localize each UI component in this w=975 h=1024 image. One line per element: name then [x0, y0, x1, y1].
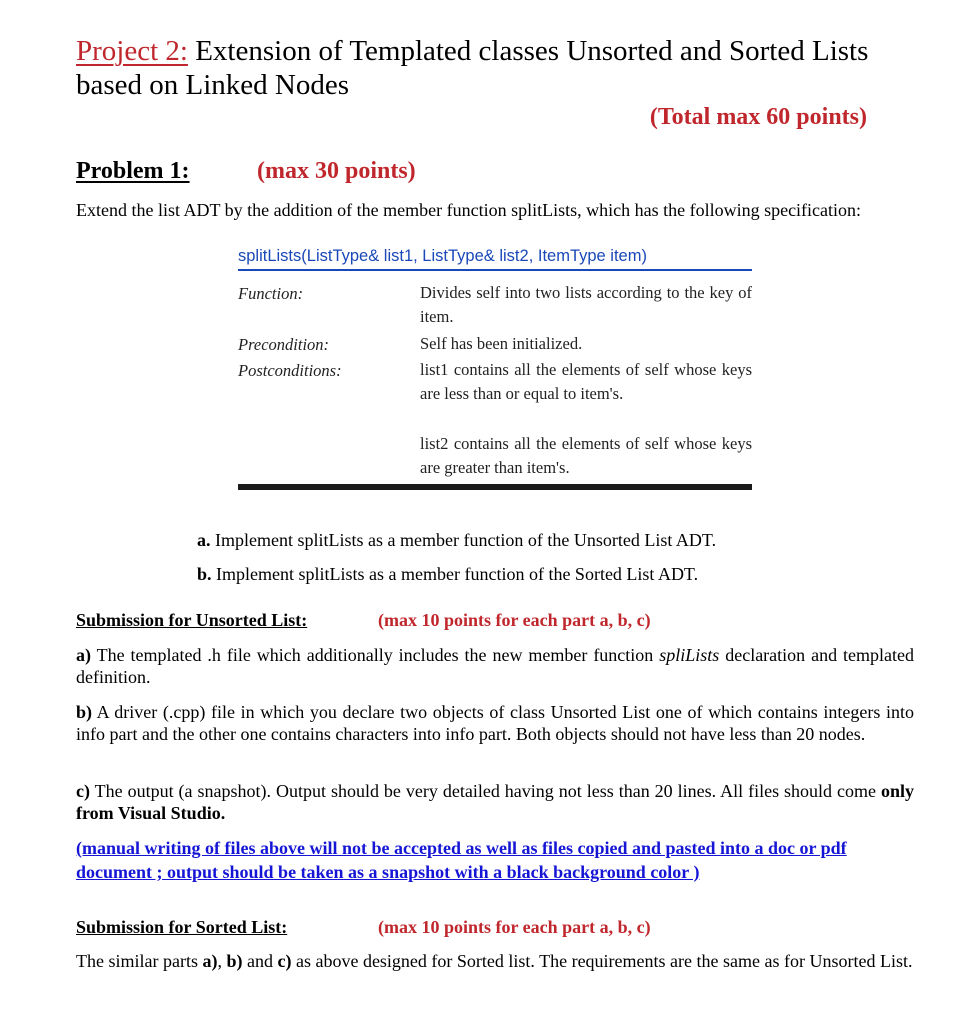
task-b [197, 564, 698, 585]
task-a [197, 530, 716, 551]
total-points: (Total max 60 points) [649, 104, 867, 130]
task-a-label: a. [197, 530, 211, 550]
postcondition-2: list2 contains all the elements of self whose keys are greater than item's. [420, 434, 752, 477]
unsorted-a-italic: spliLists [659, 645, 720, 665]
sorted-points: (max 10 points for each part a, b, c) [378, 917, 651, 937]
task-b-text: Implement splitLists as a member function of the Sorted List ADT. [211, 564, 699, 584]
unsorted-heading-label: Submission for Unsorted List: [76, 610, 308, 630]
title-text: Extension of Templated classes Unsorted and Sorted Lists based on Linked Nodes [76, 35, 869, 101]
problem1-label: Problem 1: [76, 158, 190, 184]
function-text: Divides self into two lists according to the key of item. [420, 283, 752, 326]
unsorted-c-label: c) [76, 781, 90, 801]
unsorted-part-a [76, 644, 914, 688]
function-label: Function: [238, 284, 304, 303]
sorted-text-1: The similar parts [76, 951, 203, 971]
sorted-sep1: , [217, 951, 227, 971]
task-a-text: Implement splitLists as a member function of the Unsorted List ADT. [210, 530, 717, 550]
unsorted-c-bold: only from Visual Studio. [76, 781, 914, 823]
unsorted-a-text-2: declaration and templated definition. [76, 645, 915, 687]
unsorted-points: (max 10 points for each part a, b, c) [378, 610, 651, 630]
unsorted-a-text-1: The templated .h file which additionally includes the new member function [91, 645, 660, 665]
precondition-label: Precondition: [238, 335, 330, 354]
precondition-text: Self has been initialized. [420, 334, 583, 353]
postcondition-1: list1 contains all the elements of self whose keys are less than or equal to item's. [420, 360, 752, 403]
problem1-heading [76, 158, 416, 185]
unsorted-note: (manual writing of files above will not be accepted as well as files copied and pasted into a doc or pdf document ; output should be taken as a snapshot with a black background color ) [76, 838, 847, 882]
sorted-sep2: and [242, 951, 278, 971]
page-title [76, 34, 936, 102]
problem1-points: (max 30 points) [257, 158, 416, 184]
unsorted-b-text: A driver (.cpp) file in which you declare two objects of class Unsorted List one of which contains integers into info part and the other one contains characters into info part. Both objects should not have less than 20 nodes. [76, 702, 914, 744]
sorted-heading [76, 917, 651, 938]
postconditions-label: Postconditions: [238, 361, 342, 380]
unsorted-part-c [76, 780, 914, 824]
sorted-b: b) [226, 951, 243, 971]
problem1-intro: Extend the list ADT by the addition of the member function splitLists, which has the following specification: [76, 200, 862, 220]
sorted-text-2: as above designed for Sorted list. The requirements are the same as for Unsorted List. [291, 951, 913, 971]
unsorted-a-label: a) [76, 645, 91, 665]
function-signature: splitLists(ListType& list1, ListType& list2, ItemType item) [238, 247, 752, 271]
unsorted-c-text-1: The output (a snapshot). Output should be very detailed having not less than 20 lines. All files should come [89, 781, 881, 801]
sorted-text [76, 950, 914, 972]
spec-bottom-rule [238, 484, 752, 490]
sorted-heading-label: Submission for Sorted List: [76, 917, 288, 937]
task-b-label: b. [197, 564, 212, 584]
sorted-a: a) [202, 951, 218, 971]
unsorted-b-label: b) [76, 702, 93, 722]
unsorted-part-b [76, 701, 914, 745]
sorted-c: c) [277, 951, 292, 971]
unsorted-heading [76, 610, 651, 631]
project-label: Project 2: [76, 35, 188, 67]
